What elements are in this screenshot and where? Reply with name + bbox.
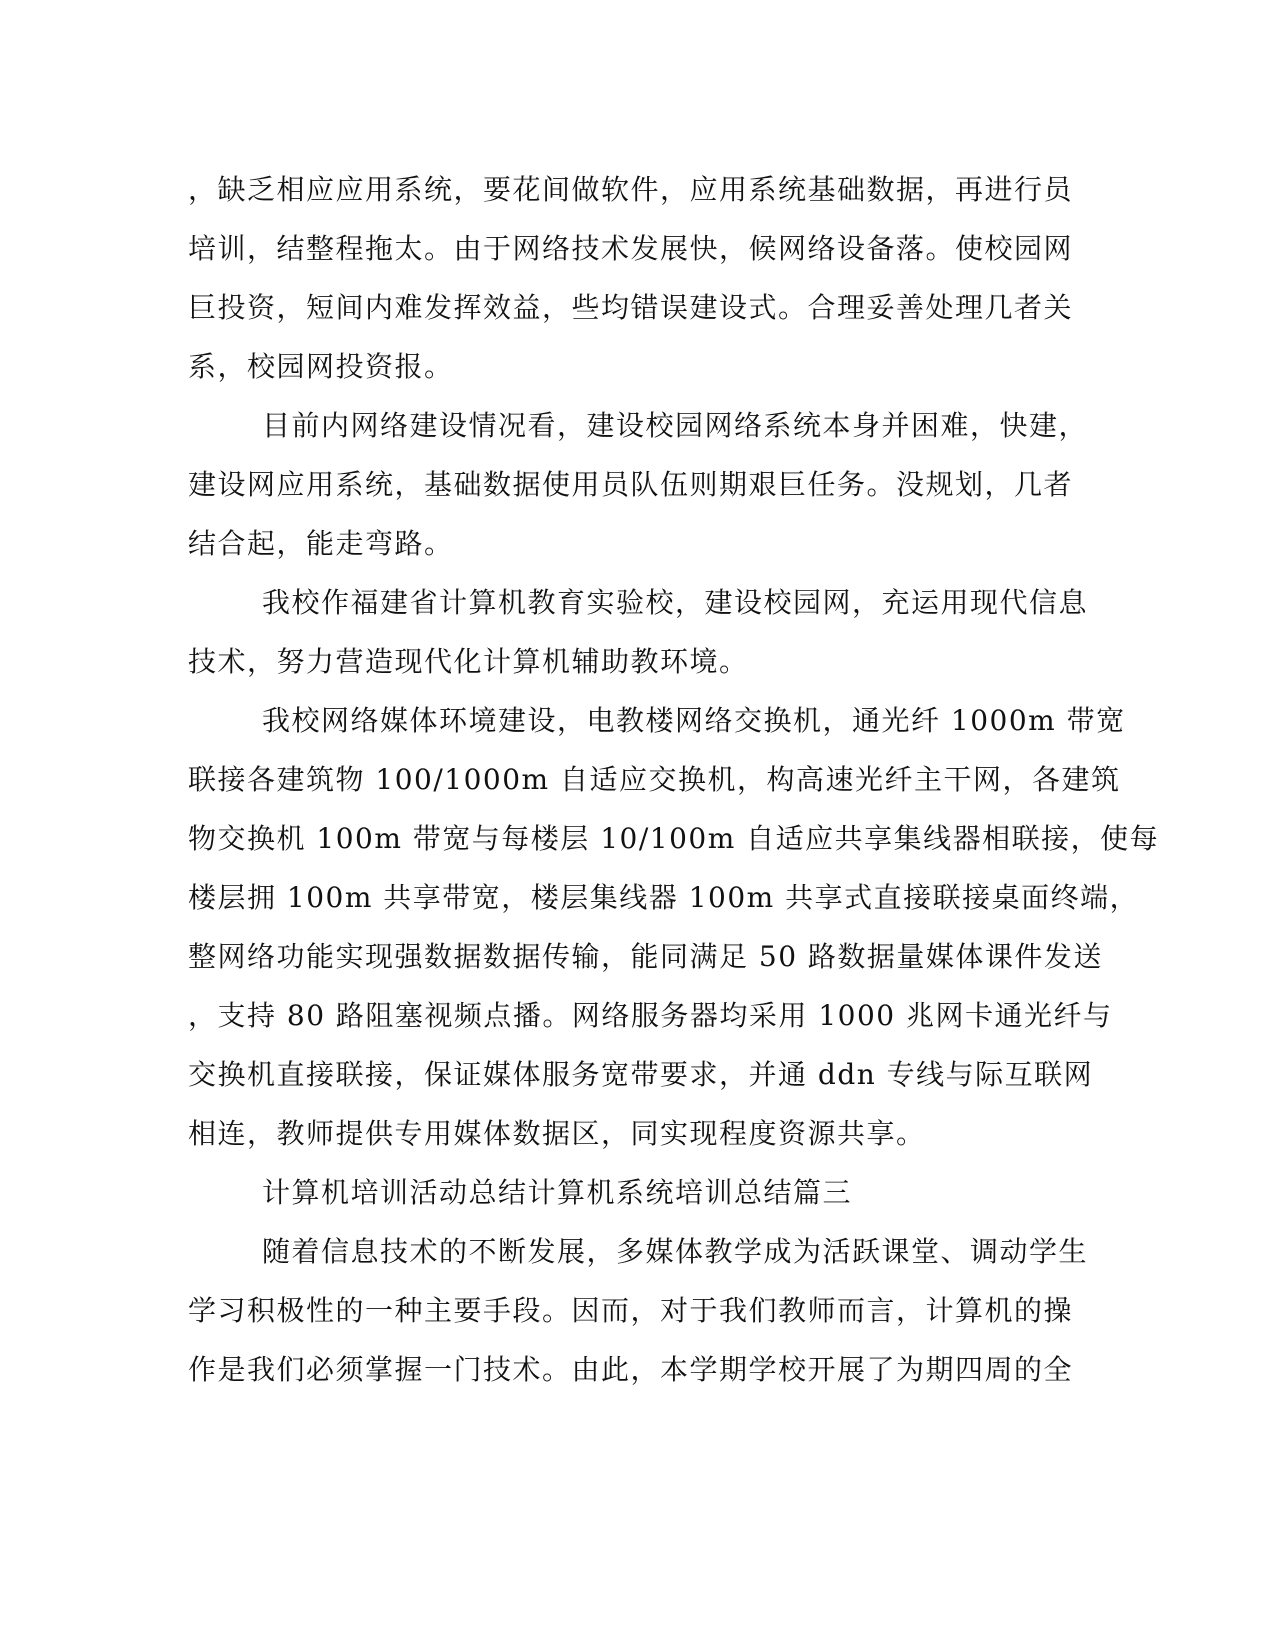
text-line: 技术，努力营造现代化计算机辅助教环境。	[188, 645, 749, 678]
document-body	[188, 160, 1160, 1399]
text-line: 楼层拥 100m 共享带宽，楼层集线器 100m 共享式直接联接桌面终端，	[188, 881, 1140, 914]
text-line: 我校作福建省计算机教育实验校，建设校园网，充运用现代信息	[262, 586, 1089, 619]
text-line: 目前内网络建设情况看，建设校园网络系统本身并困难，快建，	[262, 409, 1089, 442]
text-line: 学习积极性的一种主要手段。因而，对于我们教师而言，计算机的操	[188, 1294, 1074, 1327]
paragraph-1	[188, 160, 1088, 396]
text-line: 物交换机 100m 带宽与每楼层 10/100m 自适应共享集线器相联接，使每	[188, 822, 1160, 855]
text-line: 联接各建筑物 100/1000m 自适应交换机，构高速光纤主干网，各建筑	[188, 763, 1121, 796]
section-heading	[188, 1163, 1088, 1222]
paragraph-5	[188, 1222, 1088, 1399]
paragraph-3	[188, 573, 1088, 691]
text-line: 培训，结整程拖太。由于网络技术发展快，候网络设备落。使校园网	[188, 232, 1074, 265]
text-line: 建设网应用系统，基础数据使用员队伍则期艰巨任务。没规划，几者	[188, 468, 1074, 501]
text-line: 系，校园网投资报。	[188, 350, 454, 383]
paragraph-2	[188, 396, 1088, 573]
text-line: 巨投资，短间内难发挥效益，些均错误建设式。合理妥善处理几者关	[188, 291, 1074, 324]
text-line: 作是我们必须掌握一门技术。由此，本学期学校开展了为期四周的全	[188, 1353, 1074, 1386]
text-line: 随着信息技术的不断发展，多媒体教学成为活跃课堂、调动学生	[262, 1235, 1089, 1268]
text-line: ，缺乏相应应用系统，要花间做软件，应用系统基础数据，再进行员	[188, 173, 1074, 206]
text-line: 交换机直接联接，保证媒体服务宽带要求，并通 ddn 专线与际互联网	[188, 1058, 1094, 1091]
text-line: ，支持 80 路阻塞视频点播。网络服务器均采用 1000 兆网卡通光纤与	[188, 999, 1113, 1032]
heading-line: 计算机培训活动总结计算机系统培训总结篇三	[262, 1176, 853, 1209]
text-line: 相连，教师提供专用媒体数据区，同实现程度资源共享。	[188, 1117, 926, 1150]
text-line: 我校网络媒体环境建设，电教楼网络交换机，通光纤 1000m 带宽	[262, 704, 1126, 737]
text-line: 整网络功能实现强数据数据传输，能同满足 50 路数据量媒体课件发送	[188, 940, 1103, 973]
paragraph-4	[188, 691, 1160, 1163]
text-line: 结合起，能走弯路。	[188, 527, 454, 560]
